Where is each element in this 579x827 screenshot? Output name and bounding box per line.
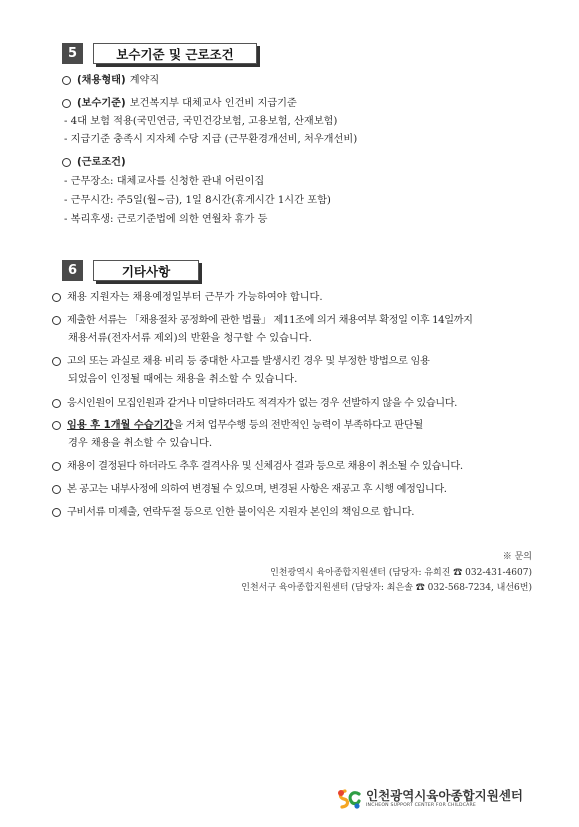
section-title: 보수기준 및 근로조건	[93, 43, 257, 64]
circle-bullet-icon	[52, 421, 61, 430]
contact-line: 인천광역시 육아종합지원센터 (담당자: 유희진 ☎ 032-431-4607)	[270, 568, 532, 578]
work-sub-item: - 근무장소: 대체교사를 신청한 관내 어린이집	[64, 176, 265, 187]
circle-bullet-icon	[52, 399, 61, 408]
childcare-center-logo-icon	[336, 788, 362, 810]
circle-bullet-icon	[62, 76, 71, 85]
center-logo	[336, 788, 523, 810]
notice-text-cont: 경우 채용을 취소할 수 있습니다.	[68, 438, 213, 449]
section-6-header	[62, 260, 199, 281]
notice-text: 응시인원이 모집인원과 같거나 미달하더라도 적격자가 없는 경우 선발하지 않을 수 있습니다.	[67, 398, 457, 409]
notice-item	[52, 355, 430, 386]
employment-type-item	[62, 74, 159, 87]
item-text: 보건복지부 대체교사 인건비 지급기준	[129, 98, 297, 109]
notice-text: 본 공고는 내부사정에 의하여 변경될 수 있으며, 변경된 사항은 재공고 후 시행 예정입니다.	[67, 484, 447, 495]
item-label: (채용형태)	[77, 75, 126, 86]
logo-name-korean: 인천광역시육아종합지원센터	[366, 788, 523, 803]
notice-item	[52, 460, 463, 473]
notice-item	[52, 314, 473, 345]
contact-line: 인천서구 육아종합지원센터 (담당자: 최은솔 ☎ 032-568-7234, 내선6번)	[241, 583, 532, 593]
work-sub-item: - 복리후생: 근로기준법에 의한 연월차 휴가 등	[64, 214, 268, 225]
logo-name-english: INCHEON SUPPORT CENTER FOR CHILDCARE	[366, 803, 477, 808]
notice-text-cont: 되었음이 인정될 때에는 채용을 취소할 수 있습니다.	[68, 374, 298, 385]
section-number: 6	[62, 260, 83, 281]
item-text: 계약직	[129, 75, 160, 86]
notice-text: 채용이 결정된다 하더라도 추후 결격사유 및 신체검사 결과 등으로 채용이 취소될 수 있습니다.	[67, 461, 463, 472]
probation-emphasis: 임용 후 1개월 수습기간	[67, 420, 174, 431]
notice-text: 구비서류 미제출, 연락두절 등으로 인한 불이익은 지원자 본인의 책임으로 합니다.	[67, 507, 415, 518]
notice-text: 을 거쳐 업무수행 등의 전반적인 능력이 부족하다고 판단될	[173, 420, 423, 431]
notice-item	[52, 483, 447, 496]
notice-text: 고의 또는 과실로 채용 비리 등 중대한 사고를 발생시킨 경우 및 부정한 방법으로 임용	[67, 356, 430, 367]
notice-item	[52, 397, 457, 410]
circle-bullet-icon	[52, 508, 61, 517]
notice-text-cont: 채용서류(전자서류 제외)의 반환을 청구할 수 있습니다.	[68, 333, 312, 344]
pay-sub-item: - 지급기준 충족시 지자체 수당 지급 (근무환경개선비, 처우개선비)	[64, 134, 358, 145]
pay-sub-item: - 4대 보험 적용(국민연금, 국민건강보험, 고용보험, 산재보험)	[64, 116, 338, 127]
notice-item	[52, 419, 423, 450]
section-number: 5	[62, 43, 83, 64]
notice-item	[52, 506, 414, 519]
circle-bullet-icon	[62, 99, 71, 108]
circle-bullet-icon	[52, 462, 61, 471]
section-title: 기타사항	[93, 260, 199, 281]
work-conditions-item	[62, 156, 130, 169]
pay-standard-item	[62, 97, 297, 110]
circle-bullet-icon	[52, 316, 61, 325]
work-sub-item: - 근무시간: 주5일(월~금), 1일 8시간(휴게시간 1시간 포함)	[64, 195, 331, 206]
circle-bullet-icon	[52, 357, 61, 366]
section-5-header	[62, 43, 257, 64]
notice-text: 채용 지원자는 채용예정일부터 근무가 가능하여야 합니다.	[67, 292, 323, 303]
item-label: (보수기준)	[77, 98, 126, 109]
notice-text: 제출한 서류는 「채용절차 공정화에 관한 법률」 제11조에 의거 채용여부 확정일 이후 14일까지	[67, 315, 473, 326]
circle-bullet-icon	[52, 485, 61, 494]
circle-bullet-icon	[62, 158, 71, 167]
circle-bullet-icon	[52, 293, 61, 302]
notice-item	[52, 291, 323, 304]
item-label: (근로조건)	[77, 157, 126, 168]
contact-header: ※ 문의	[502, 552, 532, 562]
